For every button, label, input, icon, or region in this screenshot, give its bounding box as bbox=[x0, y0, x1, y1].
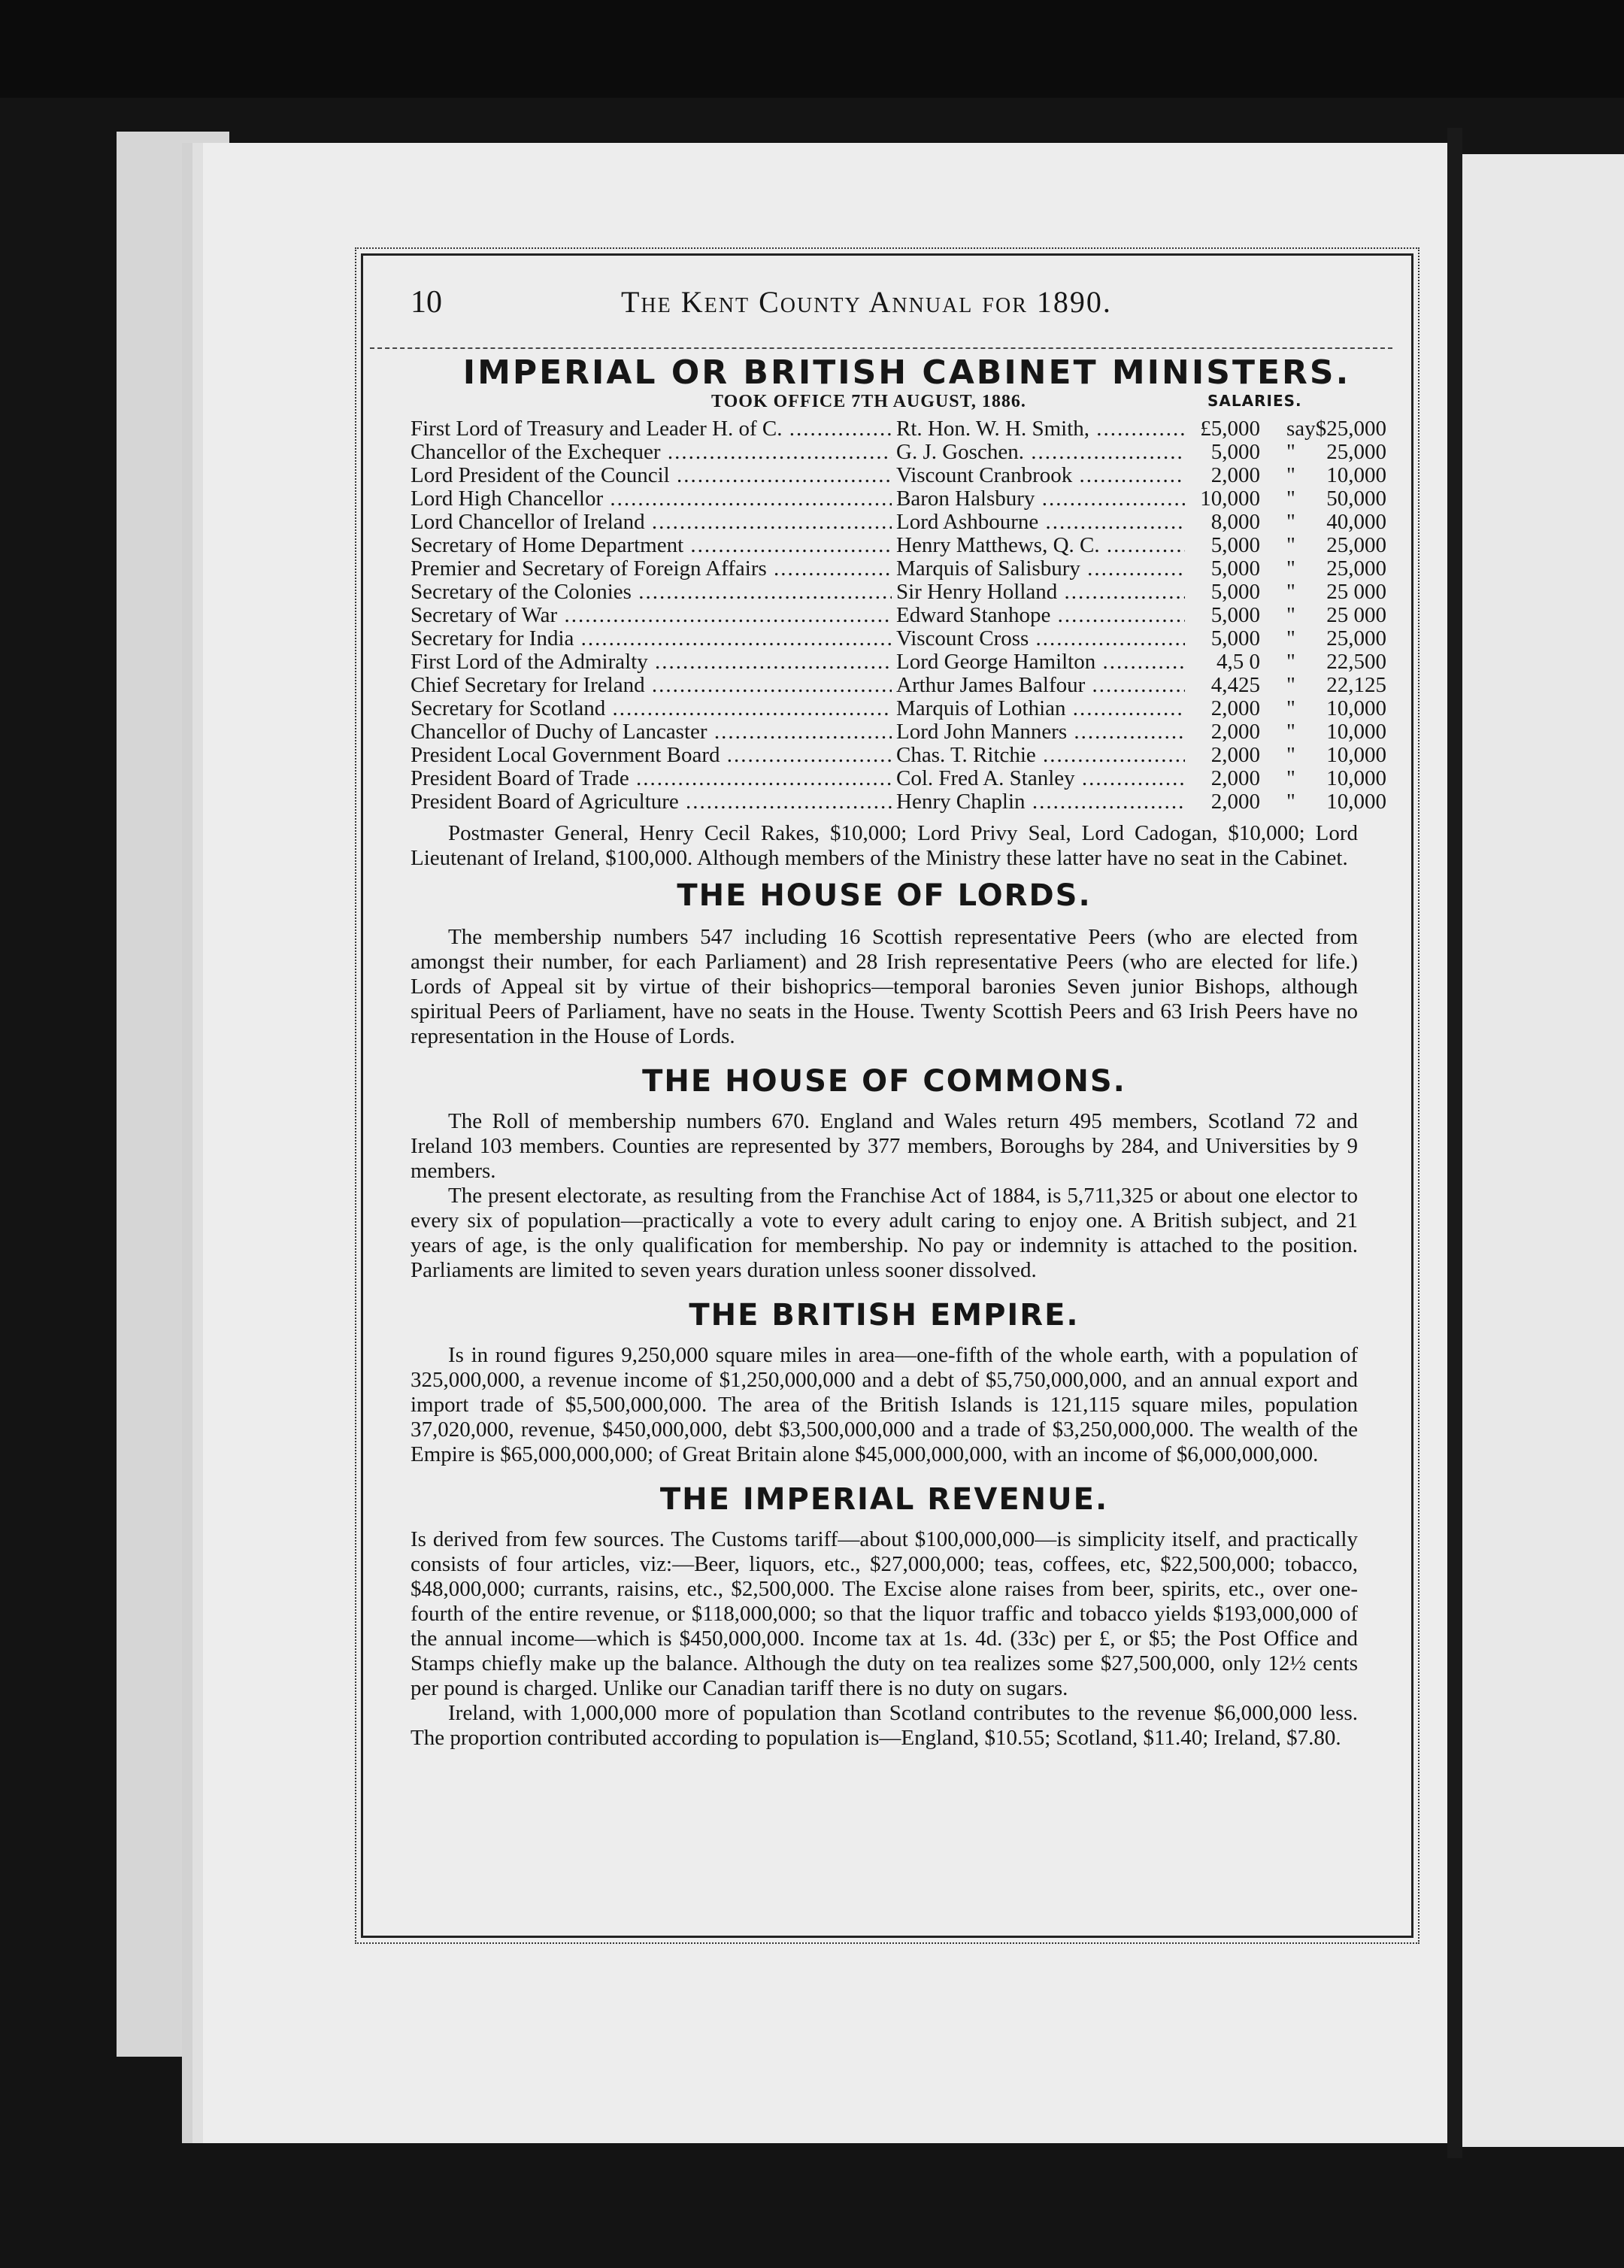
minister-row bbox=[411, 487, 1386, 511]
empire-paragraph: Is in round figures 9,250,000 square miles in area—one-fifth of the whole earth, with a population of 325,000,000, a revenue income of $1,250,000,000 and a debt of $5,750,000,000, and an annual export and import trade of $5,500,000,000. The area of the British Islands is 121,115 square miles, population 37,020,000, revenue, $450,000,000, debt $3,500,000,000 and a trade of $3,250,000,000. The wealth of the Empire is $65,000,000,000; of Great Britain alone $45,000,000,000, with an income of $6,000,000,000. bbox=[411, 1343, 1358, 1466]
salary-gbp: 2,000 bbox=[1185, 697, 1260, 720]
minister-office: Secretary of Home Department ..... bbox=[411, 534, 892, 557]
minister-office: Secretary for Scotland ..... bbox=[411, 697, 892, 720]
lords-paragraph: The membership numbers 547 including 16 Scottish representative Peers (who are elected from amongst their number, for each Parliament) and 28 Irish representative Peers (who are elected for life.) Lords of Appeal sit by virtue of their bishoprics—temporal baronies Seven junior Bishops, although spiritual Peers of Parliament, have no seats in the House. Twenty Scottish Peers and 63 Irish Peers have no representation in the House of Lords. bbox=[411, 925, 1358, 1048]
salary-separator: say bbox=[1286, 417, 1316, 441]
salary-separator: " bbox=[1286, 603, 1295, 627]
minister-holder: Sir Henry Holland ..... bbox=[896, 581, 1197, 604]
salary-usd: 10,000 bbox=[1326, 766, 1386, 790]
salary-usd: 22,125 bbox=[1326, 673, 1386, 697]
page-number: 10 bbox=[411, 285, 442, 320]
salary-gbp: 5,000 bbox=[1185, 557, 1260, 581]
salary-usd: 25 000 bbox=[1326, 580, 1386, 604]
minister-holder: Lord John Manners ..... bbox=[896, 720, 1197, 744]
salary-gbp: 5,000 bbox=[1185, 604, 1260, 627]
salary-usd: 25,000 bbox=[1326, 533, 1386, 557]
minister-office: President Local Government Board ..... bbox=[411, 744, 892, 767]
minister-holder: Edward Stanhope ..... bbox=[896, 604, 1197, 627]
book-gutter bbox=[1447, 128, 1462, 2158]
minister-holder: Henry Matthews, Q. C. ..... bbox=[896, 534, 1197, 557]
commons-paragraph-1: The Roll of membership numbers 670. England and Wales return 495 members, Scotland 72 and Ireland 103 members. Counties are represented by 377 members, Boroughs by 284, and Universities by 9 members. bbox=[411, 1109, 1358, 1183]
commons-heading: THE HOUSE OF COMMONS. bbox=[642, 1064, 1126, 1099]
salary-separator: " bbox=[1286, 720, 1295, 744]
empire-heading: THE BRITISH EMPIRE. bbox=[689, 1298, 1080, 1333]
salary-usd: 10,000 bbox=[1326, 720, 1386, 744]
salary-usd: 10,000 bbox=[1326, 743, 1386, 767]
salary-gbp: 2,000 bbox=[1185, 790, 1260, 814]
page-header bbox=[411, 284, 1407, 329]
salary-separator: " bbox=[1286, 650, 1295, 674]
minister-row bbox=[411, 556, 1386, 581]
minister-holder: Rt. Hon. W. H. Smith, ..... bbox=[896, 417, 1197, 441]
cabinet-note: Postmaster General, Henry Cecil Rakes, $10,000; Lord Privy Seal, Lord Cadogan, $10,000; Lord Lieutenant of Ireland, $100,000. Although members of the Ministry these latter have no seat in the Cabinet. bbox=[411, 821, 1358, 870]
minister-holder: G. J. Goschen. ..... bbox=[896, 441, 1197, 464]
salary-separator: " bbox=[1286, 463, 1295, 487]
salary-separator: " bbox=[1286, 790, 1295, 814]
minister-row bbox=[411, 673, 1386, 697]
header-rule bbox=[370, 347, 1392, 349]
minister-row bbox=[411, 533, 1386, 557]
salary-gbp: 4,5 0 bbox=[1185, 650, 1260, 674]
minister-holder: Chas. T. Ritchie ..... bbox=[896, 744, 1197, 767]
salary-separator: " bbox=[1286, 626, 1295, 650]
salary-gbp: 10,000 bbox=[1185, 487, 1260, 511]
salary-separator: " bbox=[1286, 766, 1295, 790]
minister-office: Chief Secretary for Ireland ..... bbox=[411, 674, 892, 697]
salary-separator: " bbox=[1286, 556, 1295, 581]
salary-separator: " bbox=[1286, 673, 1295, 697]
salary-usd: 10,000 bbox=[1326, 790, 1386, 814]
salary-separator: " bbox=[1286, 510, 1295, 534]
minister-holder: Baron Halsbury ..... bbox=[896, 487, 1197, 511]
salary-gbp: 2,000 bbox=[1185, 464, 1260, 487]
salary-usd: 25,000 bbox=[1326, 440, 1386, 464]
minister-holder: Marquis of Lothian ..... bbox=[896, 697, 1197, 720]
minister-row bbox=[411, 580, 1386, 604]
revenue-paragraph-2: Ireland, with 1,000,000 more of population than Scotland contributes to the revenue $6,000,000 less. The proportion contributed according to population is—England, $10.55; Scotland, $11.40; Ireland, $7.80. bbox=[411, 1701, 1358, 1750]
revenue-paragraph-1: Is derived from few sources. The Customs tariff—about $100,000,000—is simplicity itself, and practically consists of four articles, viz:—Beer, liquors, etc., $27,000,000; teas, coffees, etc, $22,500,000; tobacco, $48,000,000; currants, raisins, etc., $2,500,000. The Excise alone raises from beer, spirits, etc., over one-fourth of the entire revenue, or $118,000,000; so that the liquor traffic and tobacco yields $193,000,000 of the annual income—which is $450,000,000. Income tax at 1s. 4d. (33c) per £, or $5; the Post Office and Stamps chiefly make up the balance. Although the duty on tea realizes some $27,500,000, only 12½ cents per pound is charged. Unlike our Canadian tariff there is no duty on sugars. bbox=[411, 1527, 1358, 1700]
cabinet-subheading bbox=[411, 392, 1358, 417]
minister-office: Secretary for India ..... bbox=[411, 627, 892, 650]
lords-heading: THE HOUSE OF LORDS. bbox=[677, 878, 1092, 913]
minister-office: Lord High Chancellor ..... bbox=[411, 487, 892, 511]
revenue-heading: THE IMPERIAL REVENUE. bbox=[659, 1482, 1109, 1517]
running-title: The Kent County Annual for 1890. bbox=[621, 285, 1112, 319]
salary-gbp: 5,000 bbox=[1185, 441, 1260, 464]
right-page-edge bbox=[1462, 154, 1624, 2147]
minister-row bbox=[411, 766, 1386, 790]
minister-office: President Board of Trade ..... bbox=[411, 767, 892, 790]
salary-usd: 22,500 bbox=[1326, 650, 1386, 674]
minister-office: First Lord of the Admiralty ..... bbox=[411, 650, 892, 674]
salary-gbp: 5,000 bbox=[1185, 534, 1260, 557]
salary-separator: " bbox=[1286, 487, 1295, 511]
minister-row bbox=[411, 696, 1386, 720]
salary-separator: " bbox=[1286, 533, 1295, 557]
minister-row bbox=[411, 417, 1386, 441]
minister-office: Chancellor of Duchy of Lancaster ..... bbox=[411, 720, 892, 744]
minister-office: Lord President of the Council ..... bbox=[411, 464, 892, 487]
minister-row bbox=[411, 743, 1386, 767]
minister-office: First Lord of Treasury and Leader H. of C. ..... bbox=[411, 417, 892, 441]
minister-holder: Viscount Cross ..... bbox=[896, 627, 1197, 650]
salary-usd: 25,000 bbox=[1326, 556, 1386, 581]
salary-usd: 50,000 bbox=[1326, 487, 1386, 511]
minister-holder: Viscount Cranbrook ..... bbox=[896, 464, 1197, 487]
salary-gbp: 2,000 bbox=[1185, 720, 1260, 744]
minister-holder: Lord Ashbourne ..... bbox=[896, 511, 1197, 534]
minister-row bbox=[411, 790, 1386, 814]
minister-office: Premier and Secretary of Foreign Affairs ..... bbox=[411, 557, 892, 581]
took-office-label: TOOK OFFICE 7TH AUGUST, 1886. bbox=[711, 392, 1026, 411]
salaries-label: SALARIES. bbox=[1207, 392, 1302, 410]
salary-separator: " bbox=[1286, 696, 1295, 720]
minister-office: President Board of Agriculture ..... bbox=[411, 790, 892, 814]
minister-office: Secretary of the Colonies ..... bbox=[411, 581, 892, 604]
salary-gbp: 4,425 bbox=[1185, 674, 1260, 697]
salary-usd: 25,000 bbox=[1326, 626, 1386, 650]
minister-row bbox=[411, 510, 1386, 534]
minister-office: Secretary of War ..... bbox=[411, 604, 892, 627]
salary-usd: 10,000 bbox=[1326, 463, 1386, 487]
minister-row bbox=[411, 650, 1386, 674]
salary-usd: 25 000 bbox=[1326, 603, 1386, 627]
minister-holder: Col. Fred A. Stanley ..... bbox=[896, 767, 1197, 790]
minister-row bbox=[411, 603, 1386, 627]
salary-usd: 10,000 bbox=[1326, 696, 1386, 720]
minister-row bbox=[411, 440, 1386, 464]
minister-office: Lord Chancellor of Ireland ..... bbox=[411, 511, 892, 534]
salary-separator: " bbox=[1286, 580, 1295, 604]
minister-row bbox=[411, 626, 1386, 650]
minister-row bbox=[411, 463, 1386, 487]
minister-holder: Arthur James Balfour ..... bbox=[896, 674, 1197, 697]
page-content bbox=[411, 353, 1386, 1751]
minister-holder: Marquis of Salisbury ..... bbox=[896, 557, 1197, 581]
salary-gbp: 5,000 bbox=[1185, 581, 1260, 604]
minister-holder: Lord George Hamilton ..... bbox=[896, 650, 1197, 674]
salary-usd: $25,000 bbox=[1315, 417, 1386, 441]
salary-usd: 40,000 bbox=[1326, 510, 1386, 534]
salary-gbp: 5,000 bbox=[1185, 627, 1260, 650]
salary-separator: " bbox=[1286, 743, 1295, 767]
salary-gbp: 8,000 bbox=[1185, 511, 1260, 534]
salary-gbp: 2,000 bbox=[1185, 744, 1260, 767]
salary-separator: " bbox=[1286, 440, 1295, 464]
ministers-table bbox=[411, 417, 1386, 814]
commons-paragraph-2: The present electorate, as resulting from the Franchise Act of 1884, is 5,711,325 or about one elector to every six of population—practically a vote to every adult caring to enjoy one. A British subject, and 21 years of age, is the only qualification for membership. No pay or indemnity is attached to the position. Parliaments are limited to seven years duration unless sooner dissolved. bbox=[411, 1184, 1358, 1282]
minister-office: Chancellor of the Exchequer ..... bbox=[411, 441, 892, 464]
salary-gbp: £5,000 bbox=[1185, 417, 1260, 441]
salary-gbp: 2,000 bbox=[1185, 767, 1260, 790]
book-binding bbox=[0, 0, 1624, 98]
minister-row bbox=[411, 720, 1386, 744]
minister-holder: Henry Chaplin ..... bbox=[896, 790, 1197, 814]
cabinet-heading: IMPERIAL OR BRITISH CABINET MINISTERS. bbox=[462, 353, 1351, 392]
